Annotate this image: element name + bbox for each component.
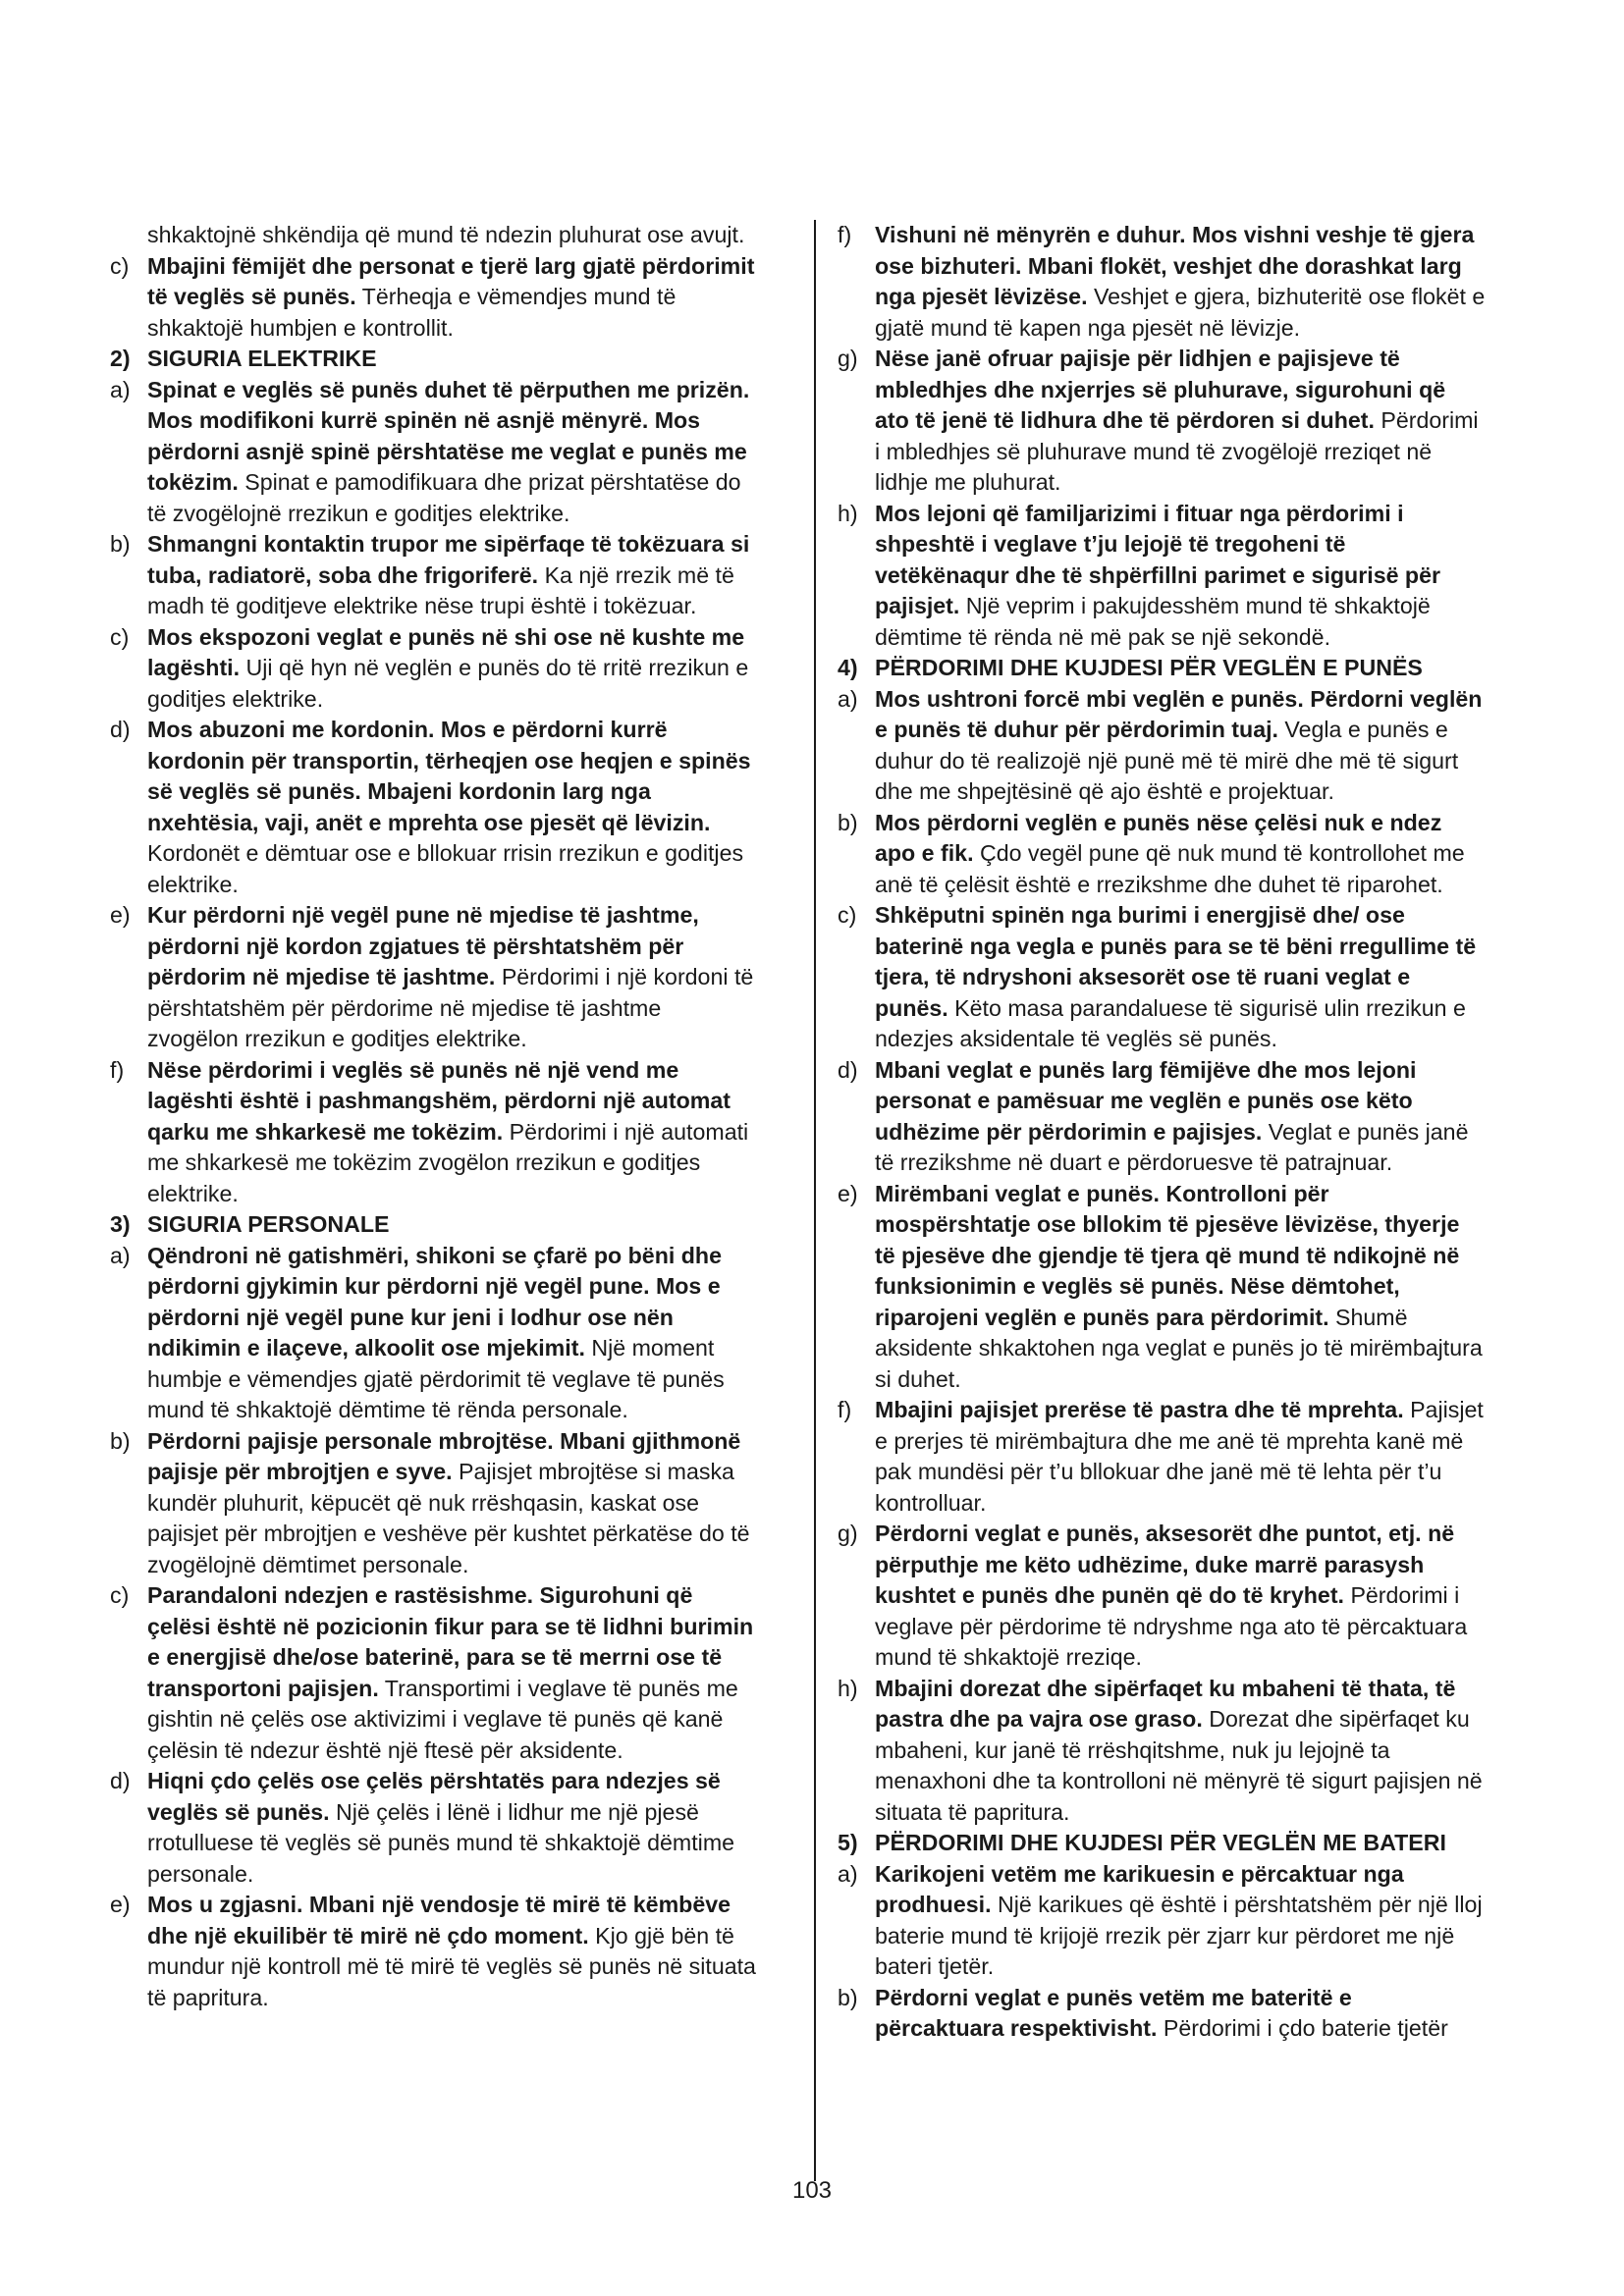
list-item: h) Mbajini dorezat dhe sipërfaqet ku mbaheni të thata, të pastra dhe pa vajra ose graso. Dorezat dhe sipërfaqet ku mbaheni, kur janë të rrëshqitshme, nuk ju lejojnë ta menaxhoni dhe ta kontrolloni në mënyrë të sigurt pajisjen në situata të papritura. <box>838 1675 1483 1825</box>
list-item: e) Mos u zgjasni. Mbani një vendosje të mirë të këmbëve dhe një ekuilibër të mirë në çdo moment. Kjo gjë bën të mundur një kontroll më të mirë të veglës së punës në situata të papritura. <box>110 1892 756 2010</box>
list-item: d) Mbani veglat e punës larg fëmijëve dhe mos lejoni personat e pamësuar me veglën e punës ose këto udhëzime për përdorimin e pajisjes. Veglat e punës janë të rrezikshme në duart e përdoruesve të patrajnuar. <box>838 1056 1469 1175</box>
list-item: c) Mbajini fëmijët dhe personat e tjerë larg gjatë përdorimit të veglës së punës. Tërheqja e vëmendjes mund të shkaktojë humbjen e kontrollit. <box>110 252 755 341</box>
list-item: b) Përdorni pajisje personale mbrojtëse. Mbani gjithmonë pajisje për mbrojtjen e syve. Pajisjet mbrojtëse si maska kundër pluhurit, këpucët që nuk rrëshqasin, kaskat ose pajisjet për mbrojtjen e veshëve për kushtet përkatëse do të zvogëlojnë dëmtimet personale. <box>110 1427 750 1577</box>
list-item: f) Nëse përdorimi i veglës së punës në një vend me lagështi është i pashmangshëm, përdorni një automat qarku me shkarkesë me tokëzim. Përdorimi i një automati me shkarkesë me tokëzim zvogëlon rrezikun e goditjes elektrike. <box>110 1056 749 1206</box>
list-item: f) Mbajini pajisjet prerëse të pastra dhe të mprehta. Pajisjet e prerjes të mirëmbajtura dhe me anë të mprehta kanë më pak mundësi për t’u bllokuar dhe janë më të lehta për t’u kontrolluar. <box>838 1397 1484 1516</box>
section-heading: 5) PËRDORIMI DHE KUJDESI PËR VEGLËN ME BATERI <box>838 1830 1446 1855</box>
list-item: c) Mos ekspozoni veglat e punës në shi ose në kushte me lagështi. Uji që hyn në veglën e punës do të rritë rrezikun e goditjes elektrike. <box>110 623 749 712</box>
column-divider <box>814 220 816 2181</box>
list-item: c) Shkëputni spinën nga burimi i energjisë dhe/ ose baterinë nga vegla e punës para se të bëni rregullime të tjera, të ndryshoni aksesorët ose të ruani veglat e punës. Këto masa parandaluese të sigurisë ulin rrezikun e ndezjes aksidentale të veglës së punës. <box>838 902 1477 1051</box>
list-item: a) Mos ushtroni forcë mbi veglën e punës. Përdorni veglën e punës të duhur për përdorimin tuaj. Vegla e punës e duhur do të realizojë një punë më të mirë dhe më të sigurt dhe me shpejtësinë që ajo është e projektuar. <box>838 685 1483 804</box>
left-column <box>110 220 758 2013</box>
section-heading: 3) SIGURIA PERSONALE <box>110 1211 390 1237</box>
list-item: e) Mirëmbani veglat e punës. Kontrolloni për mospërshtatje ose bllokim të pjesëve lëvizëse, thyerje të pjesëve dhe gjendje të tjera që mund të ndikojnë në funksionimin e veglës së punës. Nëse dëmtohet, riparojeni veglën e punës para përdorimit. Shumë aksidente shkaktohen nga veglat e punës jo të mirëmbajtura si duhet. <box>838 1180 1483 1392</box>
list-item: b) Mos përdorni veglën e punës nëse çelësi nuk e ndez apo e fik. Çdo vegël pune që nuk mund të kontrollohet me anë të çelësit është e rrezikshme dhe duhet të riparohet. <box>838 809 1465 897</box>
list-item: b) Përdorni veglat e punës vetëm me bateritë e përcaktuara respektivisht. Përdorimi i çdo baterie tjetër <box>838 1984 1448 2041</box>
list-item: a) Qëndroni në gatishmëri, shikoni se çfarë po bëni dhe përdorni gjykimin kur përdorni një vegël pune. Mos e përdorni një vegël pune kur jeni i lodhur ose nën ndikimin e ilaçeve, alkoolit ose mjekimit. Një moment humbje e vëmendjes gjatë përdorimit të veglave të punës mund të shkaktojë dëmtime të rënda personale. <box>110 1242 725 1422</box>
list-item: b) Shmangni kontaktin trupor me sipërfaqe të tokëzuara si tuba, radiatorë, soba dhe frigoriferë. Ka një rrezik më të madh të goditjeve elektrike nëse trupi është i tokëzuar. <box>110 531 750 618</box>
section-heading: 2) SIGURIA ELEKTRIKE <box>110 346 377 371</box>
list-item: g) Përdorni veglat e punës, aksesorët dhe puntot, etj. në përputhje me këto udhëzime, duke marrë parasysh kushtet e punës dhe punën që do të kryhet. Përdorimi i veglave për përdorime të ndryshme nga ato të përcaktuara mund të shkaktojë rreziqe. <box>838 1521 1468 1670</box>
list-item: d) Hiqni çdo çelës ose çelës përshtatës para ndezjes së veglës së punës. Një çelës i lënë i lidhur me një pjesë rrotulluese të veglës së punës mund të shkaktojë dëmtime personale. <box>110 1768 735 1887</box>
list-item: a) Spinat e veglës së punës duhet të përputhen me prizën. Mos modifikoni kurrë spinën në asnjë mënyrë. Mos përdorni asnjë spinë përshtatëse me veglat e punës me tokëzim. Spinat e pamodifikuara dhe prizat përshtatëse do të zvogëlojnë rrezikun e goditjes elektrike. <box>110 376 750 526</box>
continuation-text: shkaktojnë shkëndija që mund të ndezin pluhurat ose avujt. <box>147 222 745 247</box>
list-item: a) Karikojeni vetëm me karikuesin e përcaktuar nga prodhuesi. Një karikues që është i përshtatshëm për një lloj baterie mund të krijojë rrezik për zjarr kur përdoret me një bateri tjetër. <box>838 1860 1483 1979</box>
right-column <box>838 220 1486 2045</box>
list-item: g) Nëse janë ofruar pajisje për lidhjen e pajisjeve të mbledhjes dhe nxjerrjes së pluhurave, sigurohuni që ato të jenë të lidhura dhe të përdoren si duhet. Përdorimi i mbledhjes së pluhurave mund të zvogëlojë rreziqet në lidhje me pluhurat. <box>838 346 1479 495</box>
list-item: h) Mos lejoni që familjarizimi i fituar nga përdorimi i shpeshtë i veglave t’ju lejojë të tregoheni të vetëkënaqur dhe të shpërfillni parimet e sigurisë për pajisjet. Një veprim i pakujdesshëm mund të shkaktojë dëmtime të rënda në më pak se një sekondë. <box>838 500 1441 650</box>
list-item: c) Parandaloni ndezjen e rastësishme. Sigurohuni që çelësi është në pozicionin fikur para se të lidhni burimin e energjisë dhe/ose baterinë, para se të merrni ose të transportoni pajisjen. Transportimi i veglave të punës me gishtin në çelës ose aktivizimi i veglave të punës që kanë çelësin të ndezur është një ftesë për aksidente. <box>110 1582 754 1763</box>
list-item: d) Mos abuzoni me kordonin. Mos e përdorni kurrë kordonin për transportin, tërheqjen ose heqjen e spinës së veglës së punës. Mbajeni kordonin larg nga nxehtësia, vaji, anët e mprehta ose pjesët që lëvizin. Kordonët e dëmtuar ose e bllokuar rrisin rrezikun e goditjes elektrike. <box>110 717 751 897</box>
page-number: 103 <box>791 2177 833 2204</box>
list-item: e) Kur përdorni një vegël pune në mjedise të jashtme, përdorni një kordon zgjatues të përshtatshëm për përdorim në mjedise të jashtme. Përdorimi i një kordoni të përshtatshëm për përdorime në mjedise të jashtme zvogëlon rrezikun e goditjes elektrike. <box>110 902 754 1051</box>
section-heading: 4) PËRDORIMI DHE KUJDESI PËR VEGLËN E PUNËS <box>838 655 1423 680</box>
list-item: f) Vishuni në mënyrën e duhur. Mos vishni veshje të gjera ose bizhuteri. Mbani flokët, veshjet dhe dorashkat larg nga pjesët lëvizëse. Veshjet e gjera, bizhuteritë ose flokët e gjatë mund të kapen nga pjesët në lëvizje. <box>838 222 1486 341</box>
